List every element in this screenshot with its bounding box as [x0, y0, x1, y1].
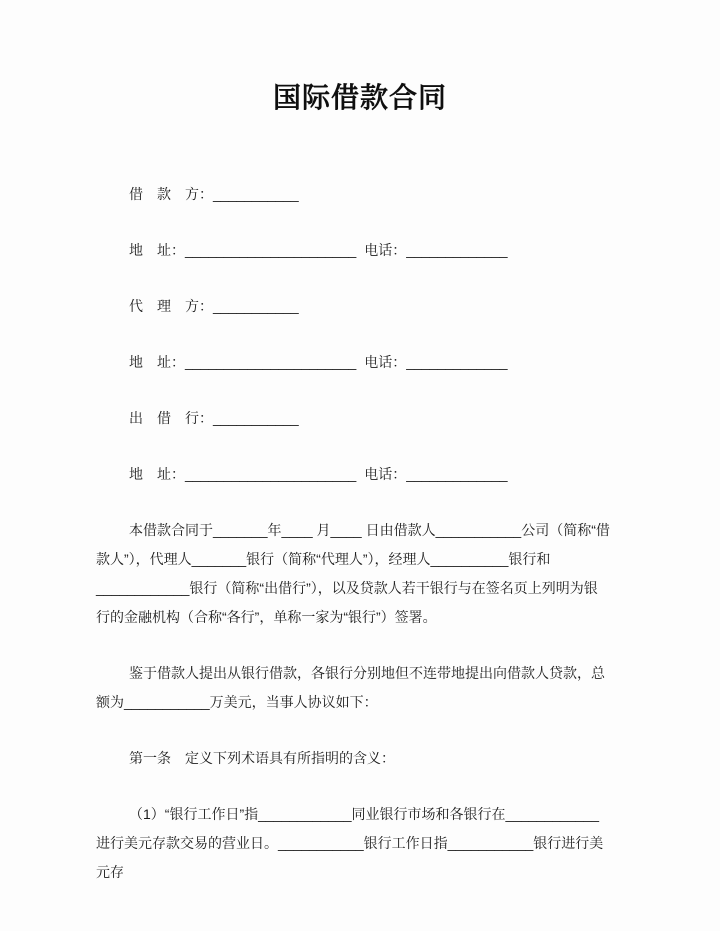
- contract-paragraphs: [96, 516, 611, 887]
- agent-blank-line: ___________: [213, 298, 299, 314]
- phone-label: 电话：: [364, 242, 407, 258]
- field-row-agent: [96, 292, 611, 321]
- article-1-heading: 第一条 定义下列术语具有所指明的含义：: [129, 750, 395, 766]
- address-label: 地 址：: [129, 466, 185, 482]
- address-blank-line: ______________________: [185, 354, 357, 370]
- phone-blank-line: _____________: [406, 466, 508, 482]
- address-label: 地 址：: [129, 354, 185, 370]
- document-body: [0, 180, 611, 887]
- phone-blank-line: _____________: [406, 354, 508, 370]
- field-row-lending-bank: [96, 404, 611, 433]
- phone-blank-line: _____________: [406, 242, 508, 258]
- borrower-blank-line: ___________: [213, 186, 299, 202]
- field-row-address-2: [96, 348, 611, 377]
- lending-bank-blank-line: ___________: [213, 410, 299, 426]
- party-fields: [96, 180, 611, 489]
- document-title: 国际借款合同: [272, 82, 447, 113]
- address-label: 地 址：: [129, 242, 185, 258]
- address-blank-line: ______________________: [185, 466, 357, 482]
- phone-label: 电话：: [364, 354, 407, 370]
- intro-paragraph: 本借款合同于_______年____ 月____ 日由借款人___________公司（简称“借款人”），代理人_______银行（简称“代理人”），经理人__________银行和____________银行（简称“出借行”），以及贷款人若干银行与在签名页上列明为银行的金融机构（合称“各行”，单称一家为“银行”）签署。: [96, 522, 610, 625]
- lending-bank-label: 出 借 行：: [129, 410, 213, 426]
- phone-label: 电话：: [364, 466, 407, 482]
- field-row-address-3: [96, 460, 611, 489]
- definition-1-paragraph: （1）“银行工作日”指____________同业银行市场和各银行在____________进行美元存款交易的营业日。___________银行工作日指___________银行进行美元存: [96, 806, 604, 880]
- field-row-address-1: [96, 236, 611, 265]
- borrower-label: 借 款 方：: [129, 186, 213, 202]
- address-blank-line: ______________________: [185, 242, 357, 258]
- whereas-paragraph: 鉴于借款人提出从银行借款，各银行分别地但不连带地提出向借款人贷款，总额为___________万美元，当事人协议如下：: [96, 665, 605, 710]
- field-row-borrower: [96, 180, 611, 209]
- agent-label: 代 理 方：: [129, 298, 213, 314]
